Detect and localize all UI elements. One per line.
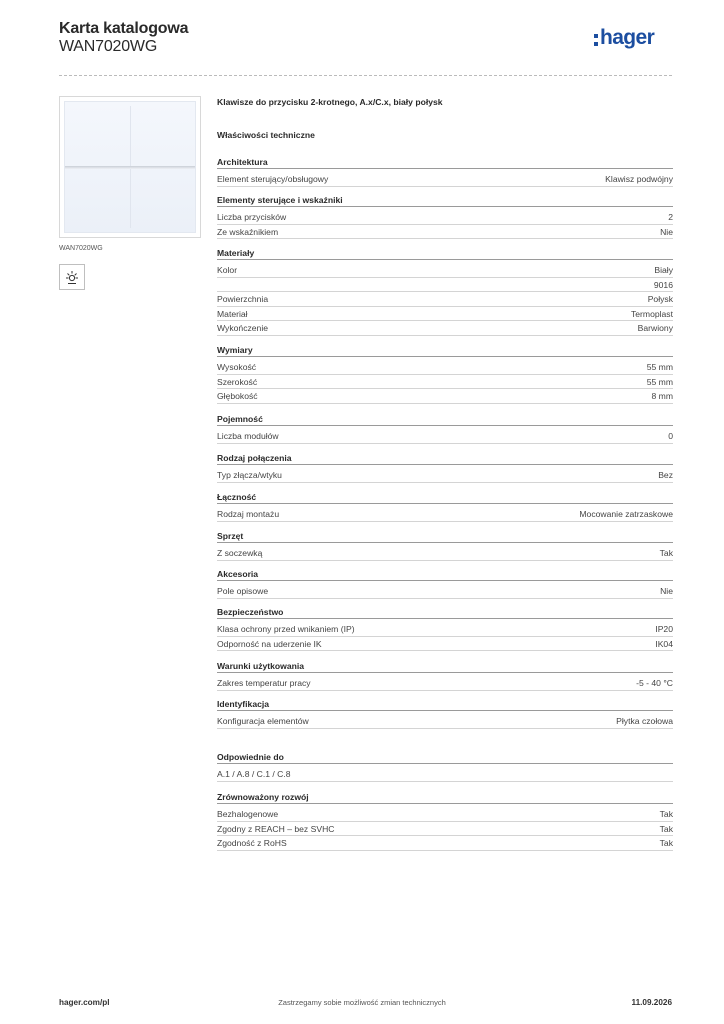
- footer-disclaimer: Zastrzegamy sobie możliwość zmian technicznych: [278, 998, 446, 1007]
- group-title: Bezpieczeństwo: [217, 605, 673, 619]
- property-name: Materiał: [217, 308, 248, 319]
- property-value: Barwiony: [637, 323, 673, 333]
- property-value: 0: [668, 431, 673, 441]
- property-value: Klawisz podwójny: [605, 174, 673, 184]
- property-row: [217, 375, 673, 390]
- document-title: Karta katalogowa: [59, 20, 189, 37]
- property-row: [217, 468, 673, 483]
- property-name: Zakres temperatur pracy: [217, 678, 311, 688]
- group-title: Materiały: [217, 246, 673, 260]
- property-row: [217, 714, 673, 729]
- property-name: Liczba przycisków: [217, 212, 287, 222]
- product-image: [59, 96, 201, 238]
- footer-date: 11.09.2026: [631, 998, 672, 1007]
- property-name: Liczba modułów: [217, 431, 279, 441]
- property-row: [217, 807, 673, 822]
- property-value: Mocowanie zatrzaskowe: [579, 509, 673, 519]
- property-name: Odporność na uderzenie IK: [217, 638, 322, 649]
- property-value: 9016: [653, 279, 673, 290]
- led-lamp-icon: [59, 264, 85, 290]
- property-value: Tak: [659, 823, 673, 834]
- property-name: Pole opisowe: [217, 586, 269, 596]
- property-row: [217, 507, 673, 522]
- property-row: [217, 278, 673, 293]
- property-name: Ze wskaźnikiem: [217, 226, 279, 237]
- group-title: Pojemność: [217, 412, 673, 426]
- group-title: Zrównoważony rozwój: [217, 790, 673, 804]
- property-name: Wysokość: [217, 362, 257, 372]
- property-row: [217, 546, 673, 561]
- property-row: [217, 172, 673, 187]
- property-value: Tak: [659, 809, 673, 819]
- property-name: Klasa ochrony przed wnikaniem (IP): [217, 624, 355, 634]
- property-name: A.1 / A.8 / C.1 / C.8: [217, 769, 291, 779]
- property-row: [217, 225, 673, 240]
- property-value: Tak: [659, 838, 673, 848]
- property-row: [217, 429, 673, 444]
- logo-dots: [594, 34, 598, 46]
- footer-website: hager.com/pl: [59, 998, 110, 1007]
- property-name: Element sterujący/obsługowy: [217, 174, 329, 184]
- logo-text: hager: [600, 26, 655, 49]
- product-code: WAN7020WG: [59, 38, 158, 55]
- group-title: Akcesoria: [217, 567, 673, 581]
- property-name: Konfiguracja elementów: [217, 716, 309, 726]
- header-divider: [59, 75, 672, 76]
- product-description: Klawisze do przycisku 2-krotnego, A.x/C.x, biały połysk: [217, 97, 443, 107]
- group-title: Warunki użytkowania: [217, 659, 673, 673]
- property-value: 8 mm: [651, 391, 673, 401]
- property-value: 55 mm: [646, 362, 673, 372]
- property-name: Typ złącza/wtyku: [217, 470, 282, 480]
- property-value: Płytka czołowa: [616, 716, 673, 726]
- property-row: [217, 321, 673, 336]
- property-row: [217, 307, 673, 322]
- product-image-caption: WAN7020WG: [59, 245, 103, 252]
- property-value: Tak: [659, 548, 673, 558]
- property-name: Powierzchnia: [217, 294, 269, 304]
- property-row: [217, 210, 673, 225]
- property-name: Z soczewką: [217, 548, 263, 558]
- property-value: Termoplast: [630, 308, 673, 319]
- group-title: Rodzaj połączenia: [217, 451, 673, 465]
- property-row: [217, 836, 673, 851]
- property-name: Bezhalogenowe: [217, 809, 279, 819]
- property-row: [217, 360, 673, 375]
- property-row: [217, 584, 673, 599]
- property-value: Połysk: [647, 294, 673, 304]
- property-value: IK04: [655, 638, 673, 649]
- property-value: Biały: [654, 265, 673, 275]
- property-name: Głębokość: [217, 391, 258, 401]
- property-row: [217, 389, 673, 404]
- property-value: Bez: [658, 470, 673, 480]
- property-value: IP20: [655, 624, 673, 634]
- property-row: [217, 263, 673, 278]
- property-name: Zgodność z RoHS: [217, 838, 287, 848]
- property-row: [217, 822, 673, 837]
- property-name: Kolor: [217, 265, 238, 275]
- property-value: 55 mm: [646, 376, 673, 387]
- property-value: -5 - 40 °C: [636, 678, 673, 688]
- property-value: 2: [668, 212, 673, 222]
- section-title: Właściwości techniczne: [217, 130, 315, 140]
- property-name: Zgodny z REACH – bez SVHC: [217, 823, 335, 834]
- property-value: Nie: [660, 226, 673, 237]
- property-name: Szerokość: [217, 376, 258, 387]
- group-title: Sprzęt: [217, 529, 673, 543]
- property-value: Nie: [660, 586, 673, 596]
- group-title: Architektura: [217, 155, 673, 169]
- property-name: Wykończenie: [217, 323, 269, 333]
- group-title: Odpowiednie do: [217, 750, 673, 764]
- property-name: Rodzaj montażu: [217, 509, 280, 519]
- property-row: [217, 292, 673, 307]
- hager-logo: [594, 27, 654, 57]
- property-row: [217, 622, 673, 637]
- property-row: [217, 676, 673, 691]
- property-row: [217, 767, 673, 782]
- group-title: Identyfikacja: [217, 697, 673, 711]
- group-title: Elementy sterujące i wskaźniki: [217, 193, 673, 207]
- property-row: [217, 637, 673, 652]
- group-title: Wymiary: [217, 343, 673, 357]
- group-title: Łączność: [217, 490, 673, 504]
